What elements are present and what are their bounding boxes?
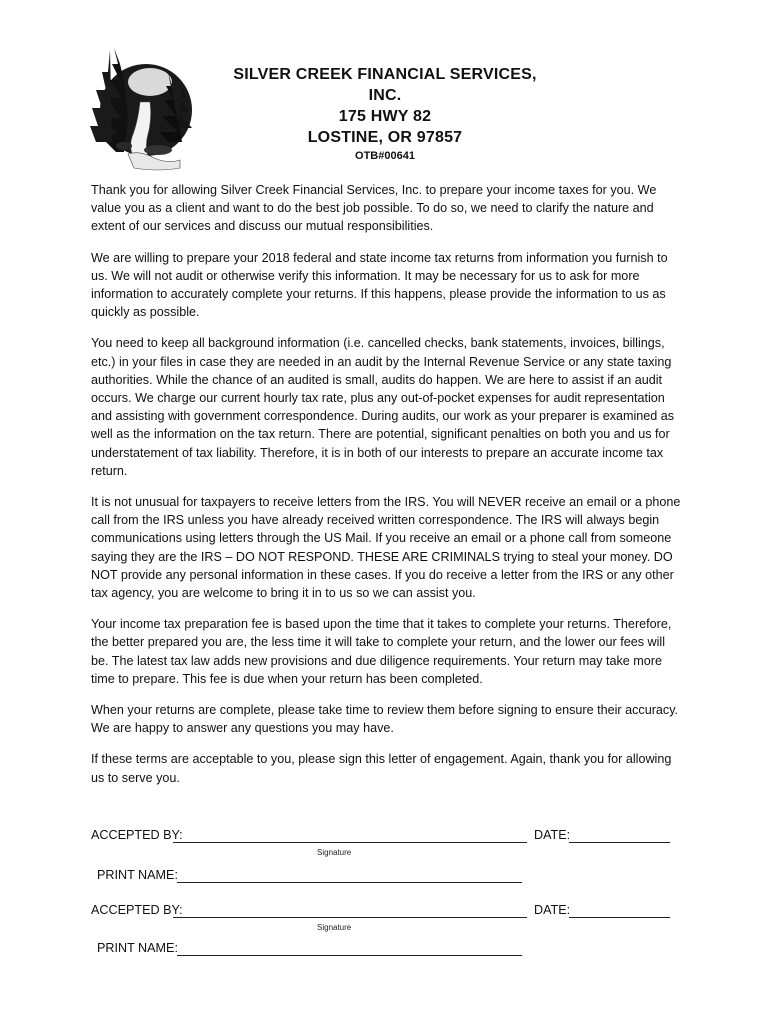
company-city: LOSTINE, OR 97857 (307, 129, 463, 146)
accepted-by-label: ACCEPTED BY: (91, 828, 183, 842)
print-name-field[interactable] (177, 941, 522, 956)
company-logo-icon (88, 42, 196, 176)
company-name: SILVER CREEK FINANCIAL SERVICES, INC. (233, 66, 537, 104)
otb-number: OTB#00641 (355, 150, 415, 162)
date-label: DATE: (534, 828, 571, 842)
signature-caption: Signature (317, 848, 352, 857)
paragraph-irs-scams: It is not unusual for taxpayers to receive letters from the IRS. You will NEVER receive an email or a phone call from the IRS unless you have already received written correspondence. The IRS will always begin communications using letters through the US Mail. If you receive an email or a phone call from someone saying they are the IRS – DO NOT RESPOND. THESE ARE CRIMINALS trying to steal your money. DO NOT provide any personal information in these cases. If you do receive a letter from the IRS or any other tax agency, you are welcome to bring it in to us so we can assist you. (91, 495, 681, 601)
paragraph-closing: If these terms are acceptable to you, please sign this letter of engagement. Again, thank you for allowing us to serve you. (91, 752, 672, 785)
signature-block-2 (91, 903, 691, 955)
letter-body (91, 181, 683, 800)
date-field[interactable] (569, 828, 670, 843)
paragraph-fees: Your income tax preparation fee is based upon the time that it takes to complete your returns. Therefore, the better prepared you are, the less time it will take to complete your return, and the lower our fees will be. The latest tax law adds new provisions and due diligence requirements. Your return may take more time to prepare. This fee is due when your return has been completed. (91, 617, 672, 686)
date-field[interactable] (569, 903, 670, 918)
company-address: 175 HWY 82 (338, 108, 432, 125)
date-label: DATE: (534, 903, 571, 917)
paragraph-records: You need to keep all background information (i.e. cancelled checks, bank statements, invoices, billings, etc.) in your files in case they are needed in an audit by the Internal Revenue Service or any state taxing authorities. While the chance of an audited is small, audits do happen. We are here to assist if an audit occurs. We charge our current hourly tax rate, plus any out-of-pocket expenses for audit representation and assisting with government correspondence. During audits, our work as your preparer is examined as well as the information on the tax return. There are potential, significant penalties on both you and us for understatement of tax liability. Therefore, it is in both of our interests to prepare an accurate income tax return. (91, 336, 675, 478)
accepted-by-label: ACCEPTED BY: (91, 903, 183, 917)
paragraph-preparation: We are willing to prepare your 2018 federal and state income tax returns from information you furnish to us. We will not audit or otherwise verify this information. It may be necessary for us to ask for more information to accurately complete your returns. If this happens, please provide the information to us as quickly as possible. (91, 250, 668, 320)
print-name-field[interactable] (177, 868, 522, 883)
signature-caption: Signature (317, 923, 352, 932)
paragraph-review: When your returns are complete, please take time to review them before signing to ensure their accuracy. We are happy to answer any questions you may have. (91, 703, 679, 736)
paragraph-intro: Thank you for allowing Silver Creek Financial Services, Inc. to prepare your income taxes for you. We value you as a client and want to do the best job possible. To do so, we need to clarify the nature and extent of our services and discuss our mutual responsibilities. (91, 183, 657, 234)
accepted-by-field[interactable] (173, 828, 527, 843)
signature-block-1 (91, 828, 691, 882)
print-name-label: PRINT NAME: (97, 941, 178, 955)
print-name-label: PRINT NAME: (97, 868, 178, 882)
accepted-by-field[interactable] (173, 903, 527, 918)
letterhead (215, 64, 555, 164)
